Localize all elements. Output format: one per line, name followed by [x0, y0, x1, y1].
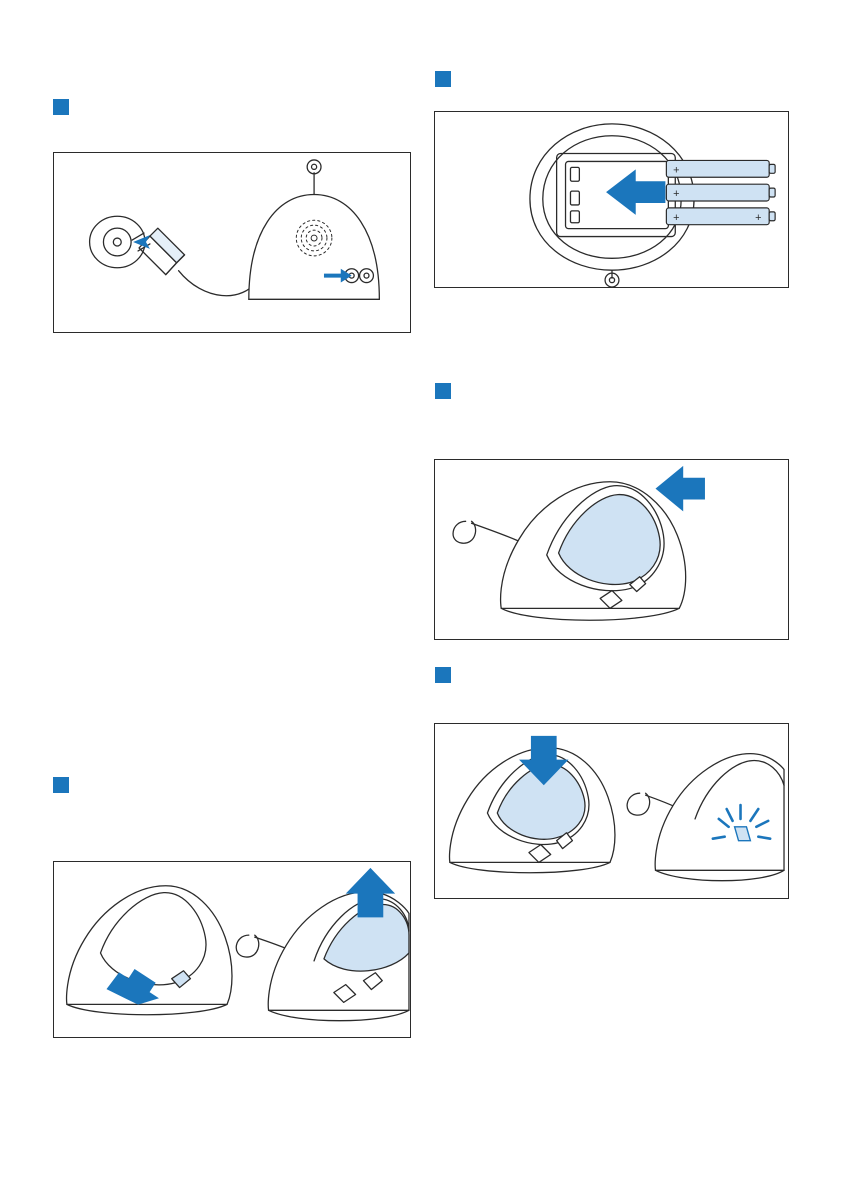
blue-arrow-insert-left: [606, 169, 665, 214]
step-number-badge-2: [435, 71, 451, 87]
step-marker-5: [53, 777, 69, 793]
step-marker-2: [435, 71, 451, 87]
svg-text:+: +: [673, 211, 680, 224]
step-marker-1: [53, 99, 69, 115]
step-number-badge-5: [53, 777, 69, 793]
figure-plug-adapter-into-wall-socket: [53, 152, 411, 333]
figure-release-latch-and-lift-cover: [53, 861, 411, 1038]
step-number-badge-3: [435, 383, 451, 399]
step-marker-4: [435, 667, 451, 683]
blue-arrow-slide-left: [656, 466, 705, 511]
svg-text:+: +: [673, 188, 680, 201]
step-marker-3: [435, 383, 451, 399]
figure-insert-batteries-into-compartment: [434, 111, 789, 288]
step-number-badge-1: [53, 99, 69, 115]
figure-slide-battery-cover-closed: [434, 459, 789, 640]
svg-text:+: +: [673, 164, 680, 177]
figure-press-cover-down-and-lock: [434, 723, 789, 899]
svg-text:+: +: [755, 211, 762, 224]
step-number-badge-4: [435, 667, 451, 683]
blue-arrow-into-socket: [133, 235, 150, 249]
